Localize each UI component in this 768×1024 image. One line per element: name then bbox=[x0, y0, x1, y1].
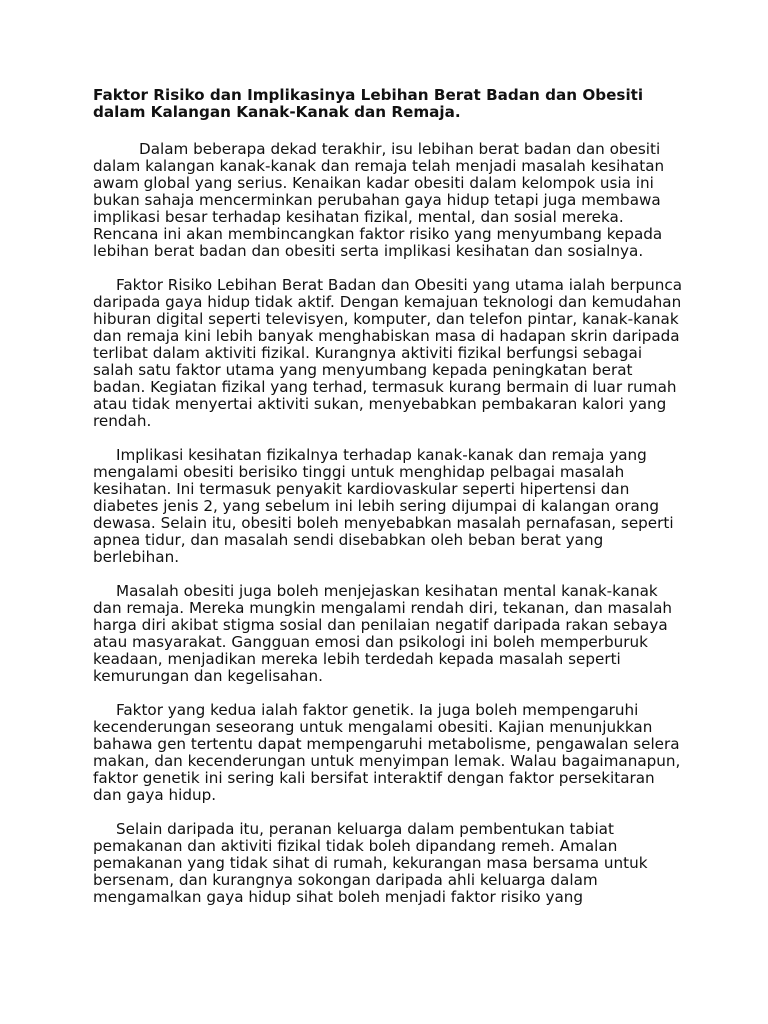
paragraph-risk-factor-lifestyle: Faktor Risiko Lebihan Berat Badan dan Obesiti yang utama ialah berpunca daripada gaya hidup tidak aktif. Dengan kemajuan teknologi dan kemudahan hiburan digital seperti televisyen, komputer, dan telefon pintar, kanak-kanak dan remaja kini lebih banyak menghabiskan masa di hadapan skrin daripada terlibat dalam aktiviti fizikal. Kurangnya aktiviti fizikal berfungsi sebagai salah satu faktor utama yang menyumbang kepada peningkatan berat badan. Kegiatan fizikal yang terhad, termasuk kurang bermain di luar rumah atau tidak menyertai aktiviti sukan, menyebabkan pembakaran kalori yang rendah. bbox=[93, 276, 683, 430]
paragraph-intro: Dalam beberapa dekad terakhir, isu lebihan berat badan dan obesiti dalam kalangan kanak-kanak dan remaja telah menjadi masalah kesihatan awam global yang serius. Kenaikan kadar obesiti dalam kelompok usia ini bukan sahaja mencerminkan perubahan gaya hidup tetapi juga membawa implikasi besar terhadap kesihatan fizikal, mental, dan sosial mereka. Rencana ini akan membincangkan faktor risiko yang menyumbang kepada lebihan berat badan dan obesiti serta implikasi kesihatan dan sosialnya. bbox=[93, 140, 665, 260]
paragraph-mental-health-implications: Masalah obesiti juga boleh menjejaskan kesihatan mental kanak-kanak dan remaja. Mereka mungkin mengalami rendah diri, tekanan, dan masalah harga diri akibat stigma sosial dan penilaian negatif daripada rakan sebaya atau masyarakat. Gangguan emosi dan psikologi ini boleh memperburuk keadaan, menjadikan mereka lebih terdedah kepada masalah seperti kemurungan dan kegelisahan. bbox=[93, 582, 673, 685]
paragraph-physical-health-implications: Implikasi kesihatan fizikalnya terhadap kanak-kanak dan remaja yang mengalami obesiti berisiko tinggi untuk menghidap pelbagai masalah kesihatan. Ini termasuk penyakit kardiovaskular seperti hipertensi dan diabetes jenis 2, yang sebelum ini lebih sering dijumpai di kalangan orang dewasa. Selain itu, obesiti boleh menyebabkan masalah pernafasan, seperti apnea tidur, dan masalah sendi disebabkan oleh beban berat yang berlebihan. bbox=[93, 446, 674, 566]
paragraph-family-role: Selain daripada itu, peranan keluarga dalam pembentukan tabiat pemakanan dan aktiviti fizikal tidak boleh dipandang remeh. Amalan pemakanan yang tidak sihat di rumah, kekurangan masa bersama untuk bersenam, dan kurangnya sokongan daripada ahli keluarga dalam mengamalkan gaya hidup sihat boleh menjadi faktor risiko yang bbox=[93, 820, 648, 906]
document-body bbox=[93, 87, 683, 923]
paragraph-genetic-factor: Faktor yang kedua ialah faktor genetik. Ia juga boleh mempengaruhi kecenderungan seseorang untuk mengalami obesiti. Kajian menunjukkan bahawa gen tertentu dapat mempengaruhi metabolisme, pengawalan selera makan, dan kecenderungan untuk menyimpan lemak. Walau bagaimanapun, faktor genetik ini sering kali bersifat interaktif dengan faktor persekitaran dan gaya hidup. bbox=[93, 701, 681, 804]
document-title: Faktor Risiko dan Implikasinya Lebihan Berat Badan dan Obesiti dalam Kalangan Kanak-Kanak dan Remaja. bbox=[93, 86, 644, 121]
